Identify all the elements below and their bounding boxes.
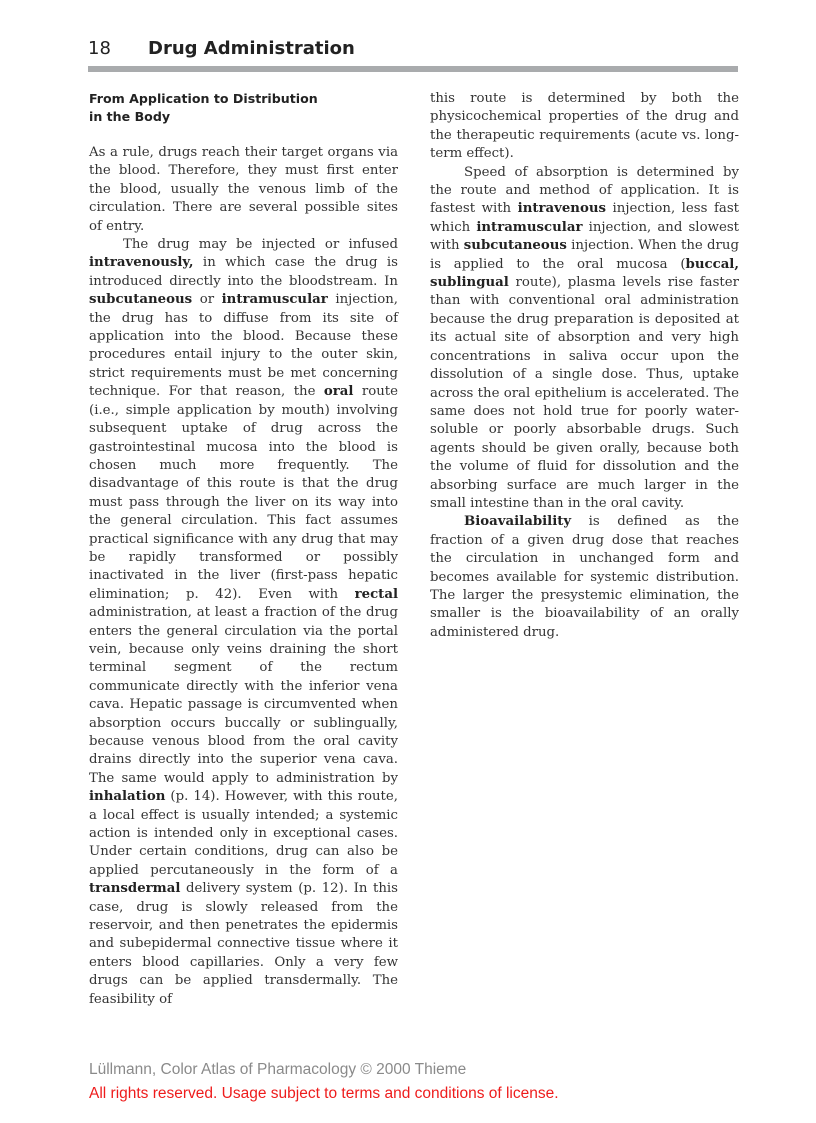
page-number: 18: [88, 38, 111, 59]
paragraph-intro: As a rule, drugs reach their target organs via the blood. Therefore, they must first enter the blood, usually the venous limb of the circulation. There are several possible sites of entry.: [89, 145, 398, 234]
text: route (i.e., simple application by mouth) involving subsequent uptake of drug across the gastrointestinal mucosa into the blood is chosen much more frequently. The disadvantage of this route is that the drug must pass through the liver on its way into the general circulation. This fact assumes practical significance with any drug that may be rapidly transformed or possibly inactivated in the liver (first-pass hepatic elimination; p. 42). Even with: [89, 384, 398, 602]
right-column: [430, 90, 739, 642]
text: route), plasma levels rise faster than with conventional oral administration because the drug preparation is deposited at its actual site of absorption and very high concentrations in saliva occur upon the dissolution of a single dose. Thus, uptake across the oral epithelium is accelerated. The same does not hold true for poorly water-soluble or poorly absorbable drugs. Such agents should be given orally, because both the volume of fluid for dissolution and the absorbing surface are much larger in the small intestine than in the oral cavity.: [430, 275, 739, 511]
term-intramuscular: intramuscular: [221, 292, 328, 308]
header-rule: [88, 66, 738, 72]
term-transdermal: transdermal: [89, 881, 181, 897]
text: or: [192, 292, 222, 308]
paragraph-speed-of-absorption: [430, 164, 739, 514]
paragraph-bioavailability: [430, 513, 739, 642]
text: in which case the drug is introduced directly into the bloodstream. In: [89, 255, 398, 289]
paragraph-routes: [89, 236, 398, 1009]
text: injection, and slowest with: [430, 219, 739, 254]
license-notice: All rights reserved. Usage subject to terms and conditions of license.: [89, 1085, 559, 1102]
term-buccal-sublingual: buccal, sublingual: [430, 256, 739, 291]
chapter-title: Drug Administration: [148, 38, 355, 59]
section-heading: [89, 90, 398, 126]
text: is defined as the fraction of a given drug dose that reaches the circulation in unchanged form and becomes available for systemic distribution. The larger the presystemic elimination, the smaller is the bioavailability of an orally administered drug.: [430, 514, 739, 640]
text: Speed of absorption is determined by the route and method of application. It is fastest with: [430, 164, 739, 217]
paragraph-continuation: this route is determined by both the physicochemical properties of the drug and the therapeutic requirements (acute vs. long-term effect).: [430, 91, 739, 162]
term-intramuscular: intramuscular: [476, 219, 583, 235]
term-intravenous: intravenous: [517, 201, 606, 217]
section-heading-line1: From Application to Distribution: [89, 91, 318, 106]
page-header: [88, 38, 738, 62]
term-inhalation: inhalation: [89, 789, 166, 805]
term-rectal: rectal: [354, 586, 398, 602]
text: delivery system (p. 12). In this case, drug is slowly released from the reservoir, and then penetrates the epidermis and subepidermal connective tissue where it enters blood capillaries. Only a very few drugs can be applied transdermally. The feasibility of: [89, 881, 398, 1007]
section-heading-line2: in the Body: [89, 109, 171, 124]
left-column: [89, 90, 398, 1009]
text: injection, less fast which: [430, 201, 739, 235]
term-bioavailability: Bioavailability: [464, 514, 572, 530]
text: injection, the drug has to diffuse from its site of application into the blood. Because these procedures entail injury to the outer skin, strict requirements must be met concerning technique. For that reason, the: [89, 292, 398, 400]
text: (p. 14). However, with this route, a local effect is usually intended; a systemic action is intended only in exceptional cases. Under certain conditions, drug can also be applied percutaneously in the form of a: [89, 789, 398, 878]
text: injection. When the drug is applied to the oral mucosa (: [430, 238, 739, 272]
copyright-credit: Lüllmann, Color Atlas of Pharmacology © 2000 Thieme: [89, 1061, 467, 1078]
term-oral: oral: [323, 384, 354, 400]
term-subcutaneous: subcutaneous: [463, 238, 567, 254]
text: administration, at least a fraction of the drug enters the general circulation via the portal vein, because only veins draining the short terminal segment of the rectum communicate directly with the inferior vena cava. Hepatic passage is circumvented when absorption occurs buccally or sublingually, because venous blood from the oral cavity drains directly into the superior vena cava. The same would apply to administration by: [89, 605, 398, 786]
text: The drug may be injected or infused: [123, 237, 398, 253]
term-intravenously: intravenously,: [89, 255, 194, 271]
term-subcutaneous: subcutaneous: [89, 292, 193, 308]
